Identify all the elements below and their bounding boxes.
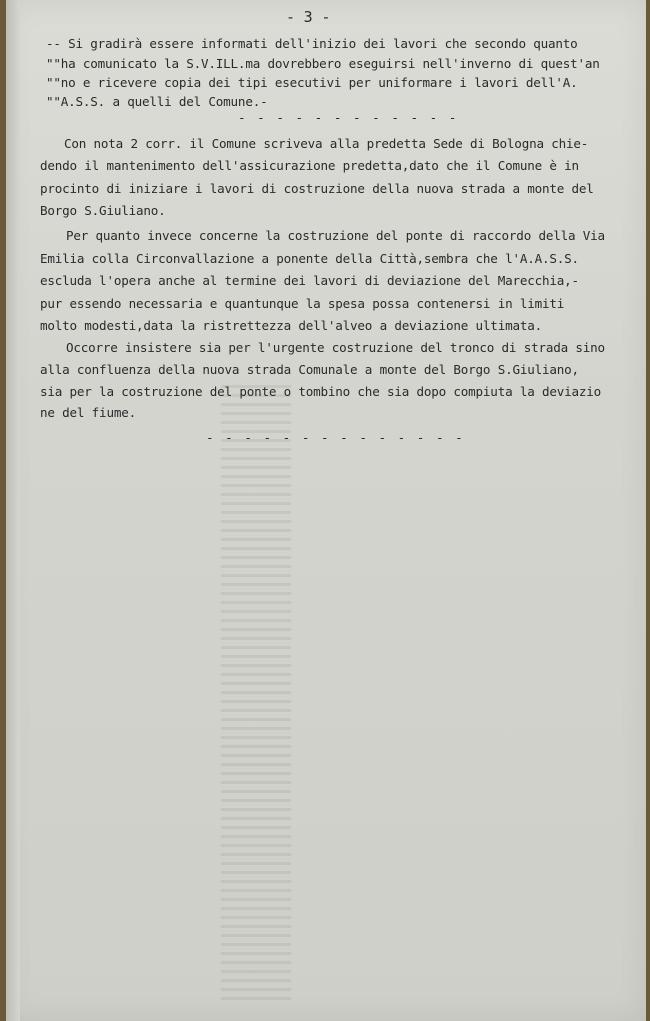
document-page [6, 0, 646, 1021]
intro-line-1: -- Si gradirà essere informati dell'inizio dei lavori che secondo quanto [46, 36, 578, 51]
para-3-line-3: sia per la costruzione del ponte o tombino che sia dopo compiuta la deviazio [40, 384, 602, 399]
para-2-line-4: pur essendo necessaria e quantunque la spesa possa contenersi in limiti [40, 296, 565, 311]
intro-line-2: ""ha comunicato la S.V.ILL.ma dovrebbero eseguirsi nell'inverno di quest'an [46, 56, 600, 71]
para-2-line-1: Per quanto invece concerne la costruzione del ponte di raccordo della Via [66, 228, 605, 243]
page-number: - 3 - [286, 8, 331, 26]
para-2-line-3: escluda l'opera anche al termine dei lavori di deviazione del Marecchia,- [40, 273, 579, 288]
para-2-line-5: molto modesti,data la ristrettezza dell'alveo a deviazione ultimata. [40, 318, 542, 333]
para-1-line-1: Con nota 2 corr. il Comune scriveva alla predetta Sede di Bologna chie- [64, 136, 589, 151]
intro-line-4: ""A.S.S. a quelli del Comune.- [46, 94, 268, 109]
intro-line-3: ""no e ricevere copia dei tipi esecutivi per uniformare i lavori dell'A. [46, 75, 578, 90]
separator-bottom: - - - - - - - - - - - - - - [206, 430, 465, 445]
para-2-line-2: Emilia colla Circonvallazione a ponente della Città,sembra che l'A.A.S.S. [40, 251, 579, 266]
para-1-line-3: procinto di iniziare i lavori di costruzione della nuova strada a monte del [40, 181, 594, 196]
para-3-line-1: Occorre insistere sia per l'urgente costruzione del tronco di strada sino [66, 340, 605, 355]
separator-top: - - - - - - - - - - - - [238, 110, 459, 125]
para-3-line-4: ne del fiume. [40, 405, 136, 420]
para-1-line-4: Borgo S.Giuliano. [40, 203, 166, 218]
bleed-through-marks [221, 380, 291, 1000]
page-edge-shadow [6, 0, 20, 1021]
para-1-line-2: dendo il mantenimento dell'assicurazione predetta,dato che il Comune è in [40, 158, 579, 173]
para-3-line-2: alla confluenza della nuova strada Comunale a monte del Borgo S.Giuliano, [40, 362, 579, 377]
